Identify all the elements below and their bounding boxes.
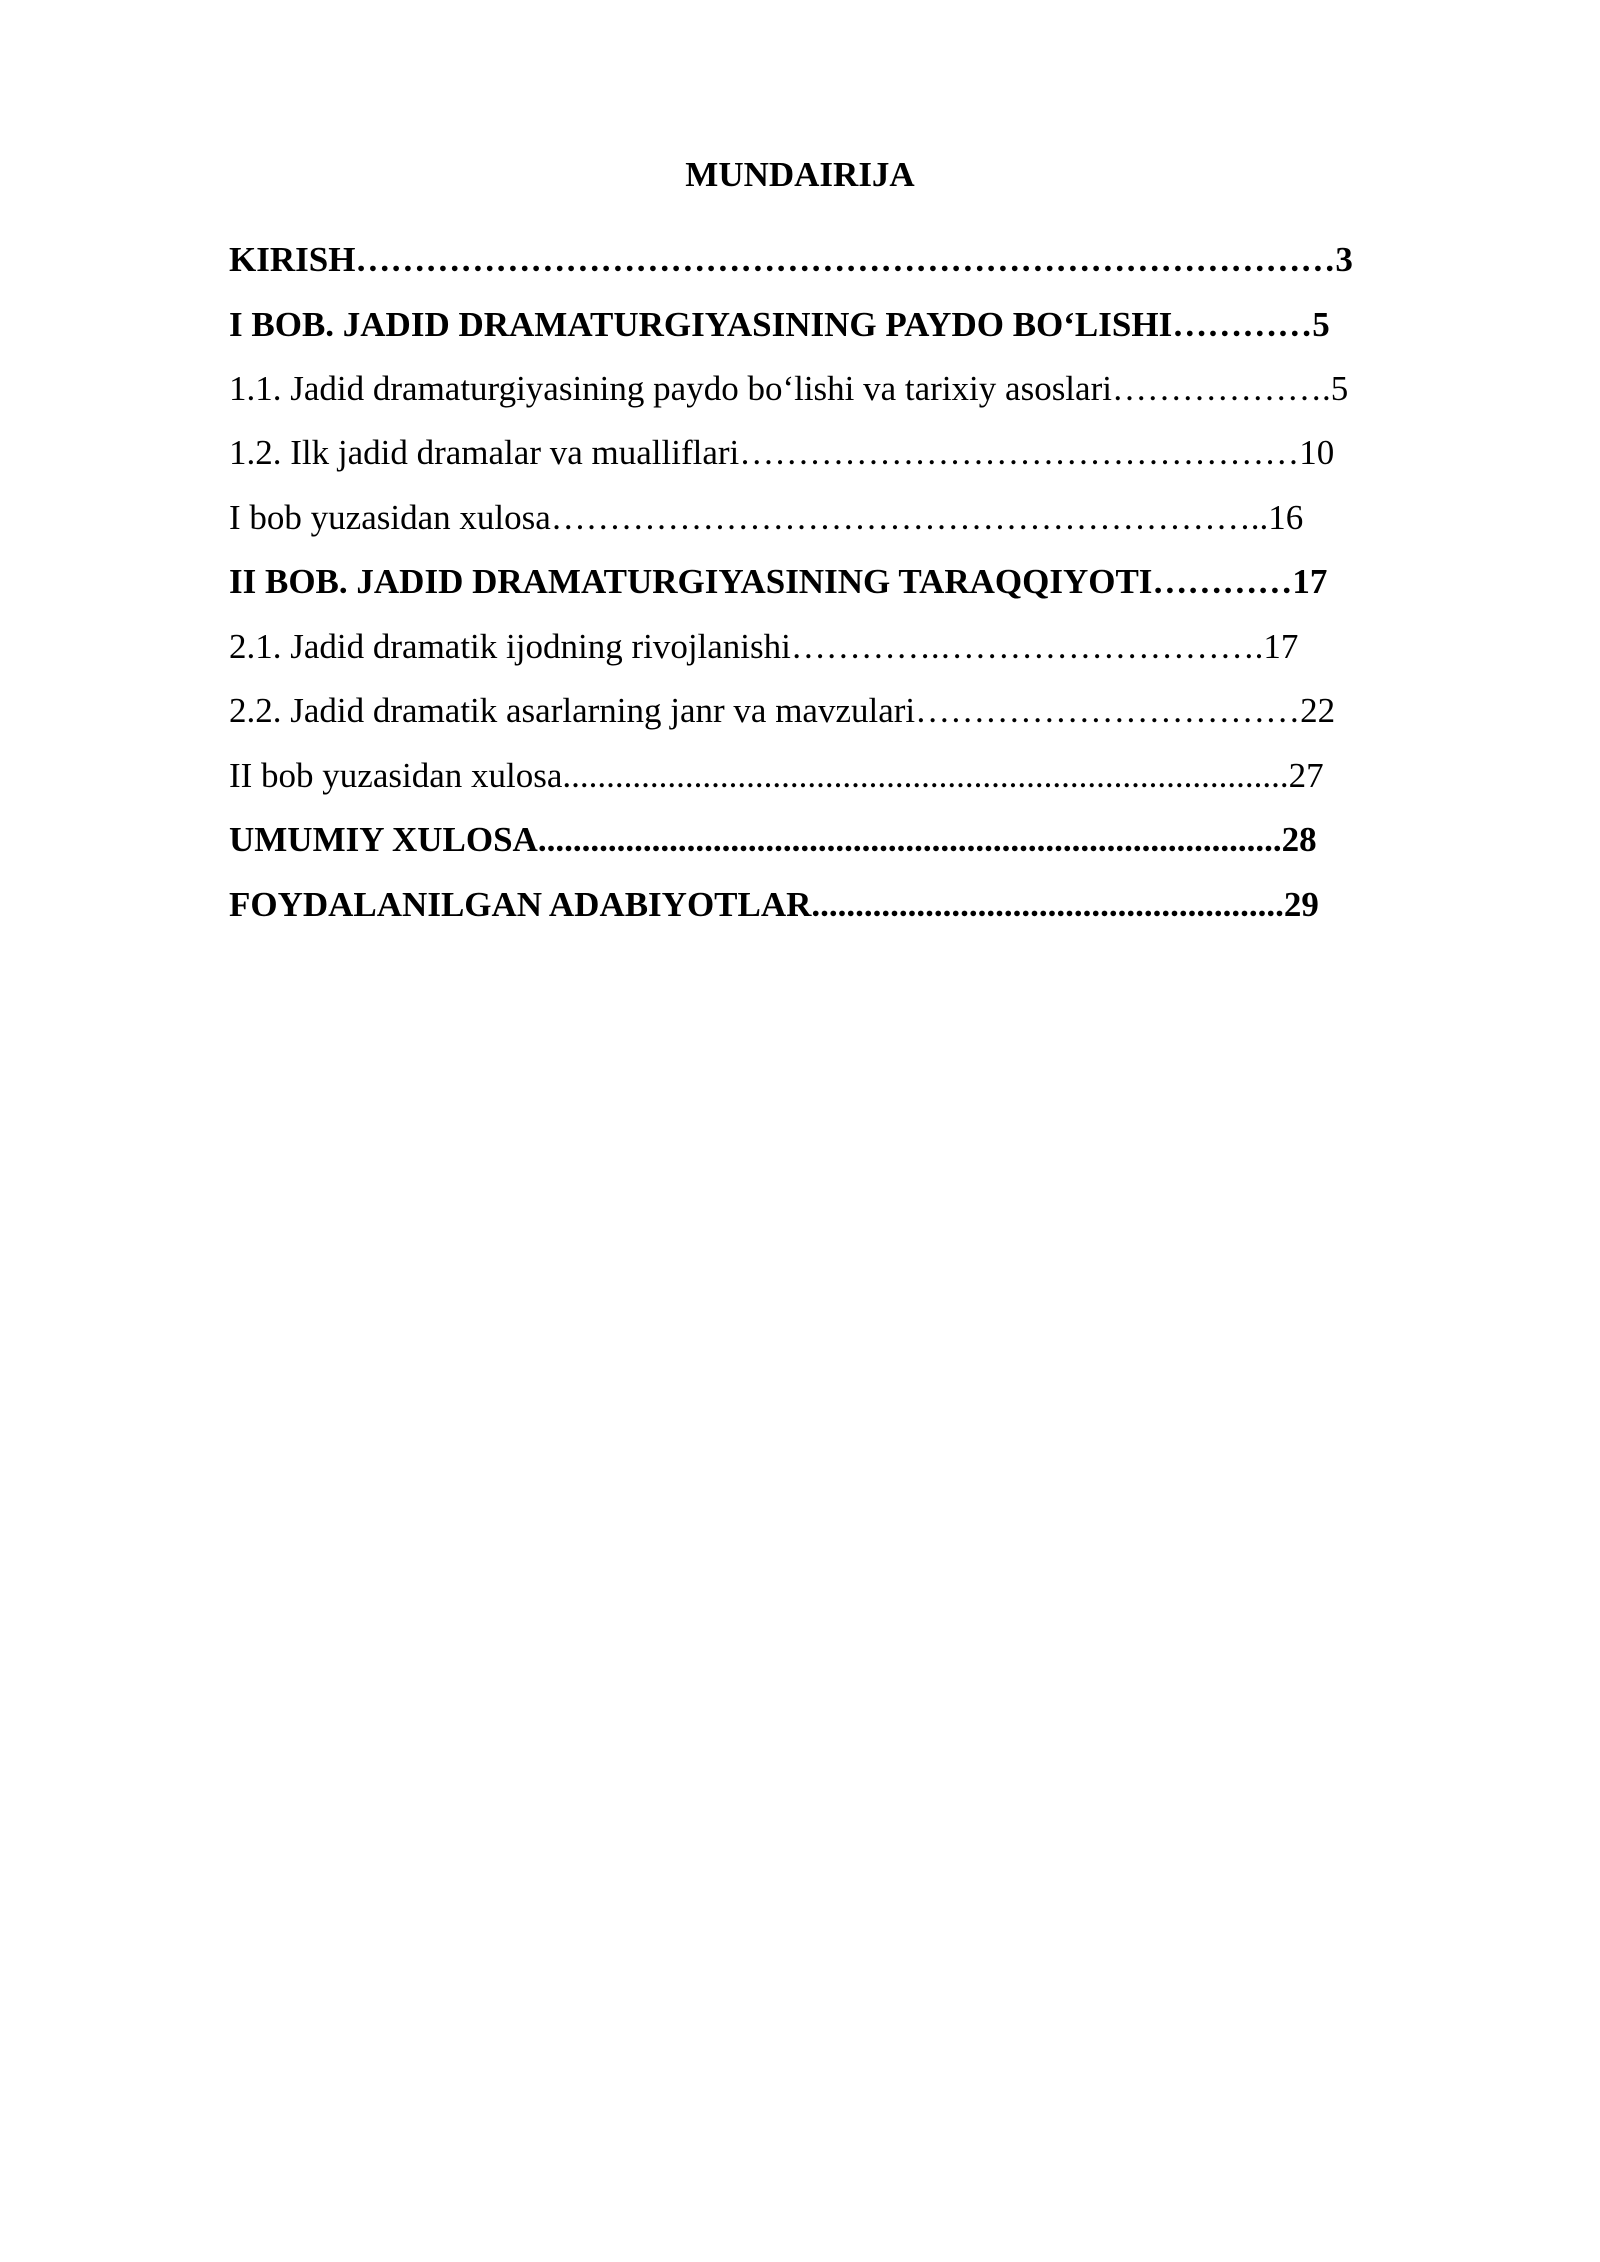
toc-entry-chapter-2: II BOB. JADID DRAMATURGIYASINING TARAQQIYOTI…………17 <box>229 562 1328 601</box>
toc-entry-general-conclusion: UMUMIY XULOSA.....................................................................................28 <box>229 820 1317 859</box>
toc-entry-section-1-1: 1.1. Jadid dramaturgiyasining paydo boʻlishi va tarixiy asoslari……………….5 <box>229 369 1349 408</box>
toc-entry-kirish: KIRISH…………………………………………………………………………3 <box>229 240 1353 279</box>
toc-entry-section-2-2: 2.2. Jadid dramatik asarlarning janr va mavzulari……………………………22 <box>229 691 1336 730</box>
toc-entry-references: FOYDALANILGAN ADABIYOTLAR......................................................29 <box>229 885 1319 924</box>
toc-entry-chapter-2-summary: II bob yuzasidan xulosa...................................................................................27 <box>229 756 1324 795</box>
toc-entry-section-1-2: 1.2. Ilk jadid dramalar va mualliflari…………………………………………10 <box>229 433 1335 472</box>
page-title: MUNDAIRIJA <box>685 155 915 194</box>
toc-entry-chapter-1-summary: I bob yuzasidan xulosa……………………………………………………..16 <box>229 498 1304 537</box>
toc-entry-section-2-1: 2.1. Jadid dramatik ijodning rivojlanishi………….……………………….17 <box>229 627 1299 666</box>
toc-entry-chapter-1: I BOB. JADID DRAMATURGIYASINING PAYDO BOʻLISHI…………5 <box>229 305 1330 344</box>
